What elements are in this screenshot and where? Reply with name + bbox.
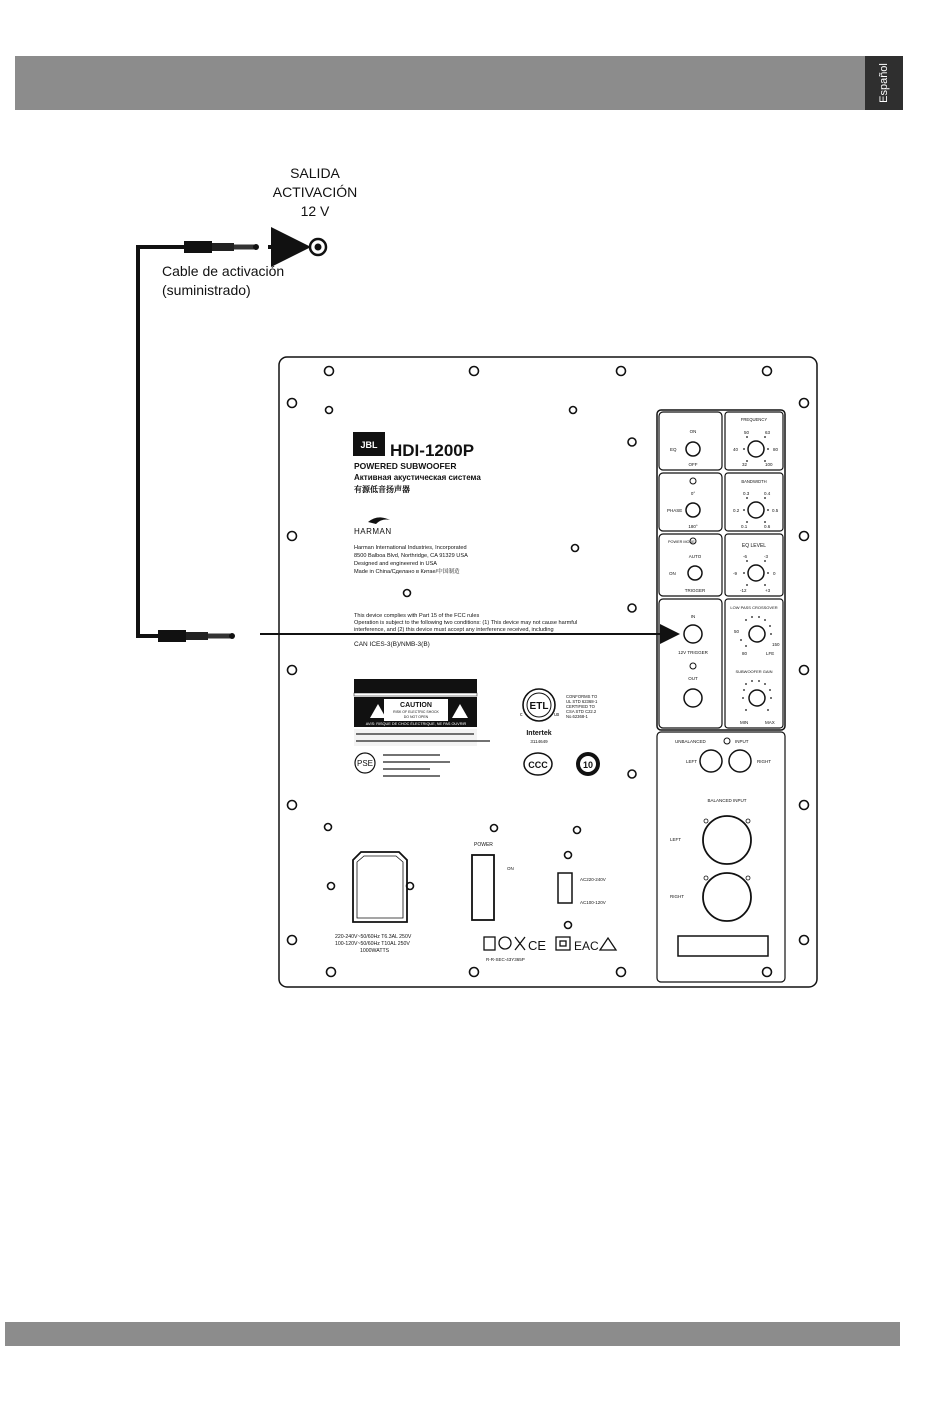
lp-tick-50: 50 <box>734 629 740 634</box>
bal-right-label: RIGHT <box>670 894 684 899</box>
gain-min-label: MIN <box>740 720 749 725</box>
unbalanced-label: UNBALANCED <box>675 739 706 744</box>
output-label-line1: SALIDA <box>290 165 340 181</box>
gain-max-label: MAX <box>765 720 775 725</box>
address-line-4: Made in China/Сделано в Китае/中国制造 <box>354 569 460 575</box>
svg-text:CCC: CCC <box>528 760 548 770</box>
svg-text:c: c <box>520 712 523 718</box>
bw-tick-0.4: 0.4 <box>764 491 771 496</box>
address-line-2: 8500 Balboa Blvd, Northridge, CA 91329 USA <box>354 553 468 559</box>
bw-tick-0.3: 0.3 <box>743 491 750 496</box>
power-mode-label: POWER MODE <box>668 540 695 544</box>
svg-text:CE: CE <box>528 938 547 953</box>
cable-label-line2: (suministrado) <box>162 282 251 298</box>
unbal-left-label: LEFT <box>686 759 698 764</box>
address-line-3: Designed and engineered in USA <box>354 561 438 567</box>
voltage-label-2: AC100-120V <box>580 900 606 905</box>
freq-tick-63: 63 <box>765 430 771 435</box>
frequency-label: FREQUENCY <box>740 417 768 422</box>
power-rating-3: 1000WATTS <box>360 948 390 954</box>
output-jack-icon <box>310 239 326 255</box>
eql-tick-minus12: -12 <box>740 588 747 593</box>
bottom-jack-plug <box>158 630 235 642</box>
caution-title: CAUTION <box>400 702 432 709</box>
output-label-line2: ACTIVACIÓN <box>272 184 358 200</box>
freq-tick-80: 80 <box>773 447 779 452</box>
trigger-label: 12V TRIGGER <box>678 650 708 655</box>
phase-0-label: 0° <box>690 491 696 496</box>
caution-line-2: DO NOT OPEN <box>403 715 429 719</box>
language-tab-label: Español <box>878 63 890 103</box>
mode-on-label: ON <box>669 571 676 576</box>
lp-tick-lfe: LFE <box>766 651 775 656</box>
output-label-line3: 12 V <box>300 203 330 219</box>
eql-tick-plus3: +3 <box>765 588 771 593</box>
jbl-logo-text: JBL <box>360 440 378 450</box>
pse-mark-text: PSE <box>356 759 374 768</box>
power-rating-1: 220-240V~50/60Hz T6.3AL 250V <box>335 934 412 940</box>
phase-180-label: 180° <box>688 524 698 529</box>
address-line-1: Harman International Industries, Incorporated <box>354 545 467 551</box>
conforms-line-2: UL STD 62368-1 <box>566 699 598 704</box>
caution-label <box>354 679 490 746</box>
power-on-label: ON <box>507 866 514 871</box>
recycle-10-icon <box>576 752 600 776</box>
footer-bar <box>5 1322 900 1346</box>
power-rating-2: 100-120V~50/60Hz T10AL 250V <box>335 941 410 947</box>
gain-label: SUBWOOFER GAIN <box>735 669 773 674</box>
freq-tick-40: 40 <box>733 447 739 452</box>
trigger-out-label: OUT <box>688 676 698 681</box>
eql-tick-minus6: -6 <box>743 554 748 559</box>
rear-panel <box>279 357 817 987</box>
trigger-in-label: IN <box>690 614 696 619</box>
intertek-label: Intertek <box>526 730 552 737</box>
freq-tick-32: 32 <box>742 462 748 467</box>
input-label: INPUT <box>735 739 749 744</box>
fcc-line-1: This device complies with Part 15 of the FCC rules <box>354 613 480 619</box>
product-subtitle: POWERED SUBWOOFER <box>354 461 457 471</box>
voltage-label-1: AC220-240V <box>580 877 606 882</box>
conforms-line-1: CONFORMS TO <box>566 694 598 699</box>
r-code: R-R-SEC-43Y365P <box>486 957 525 962</box>
freq-tick-100: 100 <box>765 462 773 467</box>
bw-tick-0.2: 0.2 <box>733 508 740 513</box>
bandwidth-label: BANDWIDTH <box>741 479 767 484</box>
eql-tick-minus3: -3 <box>764 554 769 559</box>
trigger-mode-label: TRIGGER <box>684 588 706 593</box>
eql-tick-minus9: -9 <box>733 571 738 576</box>
freq-tick-50: 50 <box>744 430 750 435</box>
eq-label: EQ <box>670 447 677 452</box>
caution-line-1: RISK OF ELECTRIC SHOCK <box>393 710 439 714</box>
eql-tick-0: 0 <box>773 571 776 576</box>
balanced-label: BALANCED INPUT <box>707 798 747 803</box>
bw-tick-0.6: 0.6 <box>764 524 771 529</box>
unbal-right-label: RIGHT <box>757 759 771 764</box>
trigger-cable <box>138 241 259 642</box>
product-subtitle-cn: 有源低音扬声器 <box>354 485 410 494</box>
caution-fr: AVIS: RISQUE DE CHOC ÉLECTRIQUE, NE PAS OUVRIR <box>365 722 467 726</box>
model-name: HDI-1200P <box>390 441 475 460</box>
lp-tick-80: 80 <box>742 651 748 656</box>
eq-on-label: ON <box>689 429 697 434</box>
conforms-line-4: CSA STD C22.2 <box>566 709 597 714</box>
product-subtitle-ru: Активная акустическая система <box>354 473 481 482</box>
svg-text:ETL: ETL <box>529 701 549 712</box>
top-jack-plug <box>184 241 259 253</box>
eq-level-label: EQ LEVEL <box>741 543 767 549</box>
lowpass-label: LOW PASS CROSSOVER <box>730 605 778 610</box>
power-label: POWER <box>474 842 493 848</box>
conforms-line-5: No.62368-1 <box>566 714 588 719</box>
bw-tick-0.1: 0.1 <box>741 524 748 529</box>
bal-left-label: LEFT <box>670 837 682 842</box>
fcc-line-3: interference, and (2) this device must accept any interference received, including <box>354 627 554 633</box>
harman-logo: HARMAN <box>354 527 392 536</box>
conforms-line-3: CERTIFIED TO <box>566 704 595 709</box>
lp-tick-150: 150 <box>772 642 780 647</box>
eq-off-label: OFF <box>688 462 698 467</box>
can-ices: CAN ICES-3(B)/NMB-3(B) <box>354 641 430 648</box>
bw-tick-0.5: 0.5 <box>772 508 779 513</box>
phase-label: PHASE <box>667 508 683 513</box>
svg-text:EAC: EAC <box>574 939 599 953</box>
auto-label: AUTO <box>688 554 702 559</box>
svg-text:us: us <box>554 712 560 718</box>
svg-text:10: 10 <box>582 760 594 770</box>
cable-label-line1: Cable de activación <box>162 263 285 279</box>
fcc-line-2: Operation is subject to the following two conditions: (1) This device may not cause harmful <box>354 620 578 626</box>
intertek-number: 3114649 <box>530 739 548 744</box>
